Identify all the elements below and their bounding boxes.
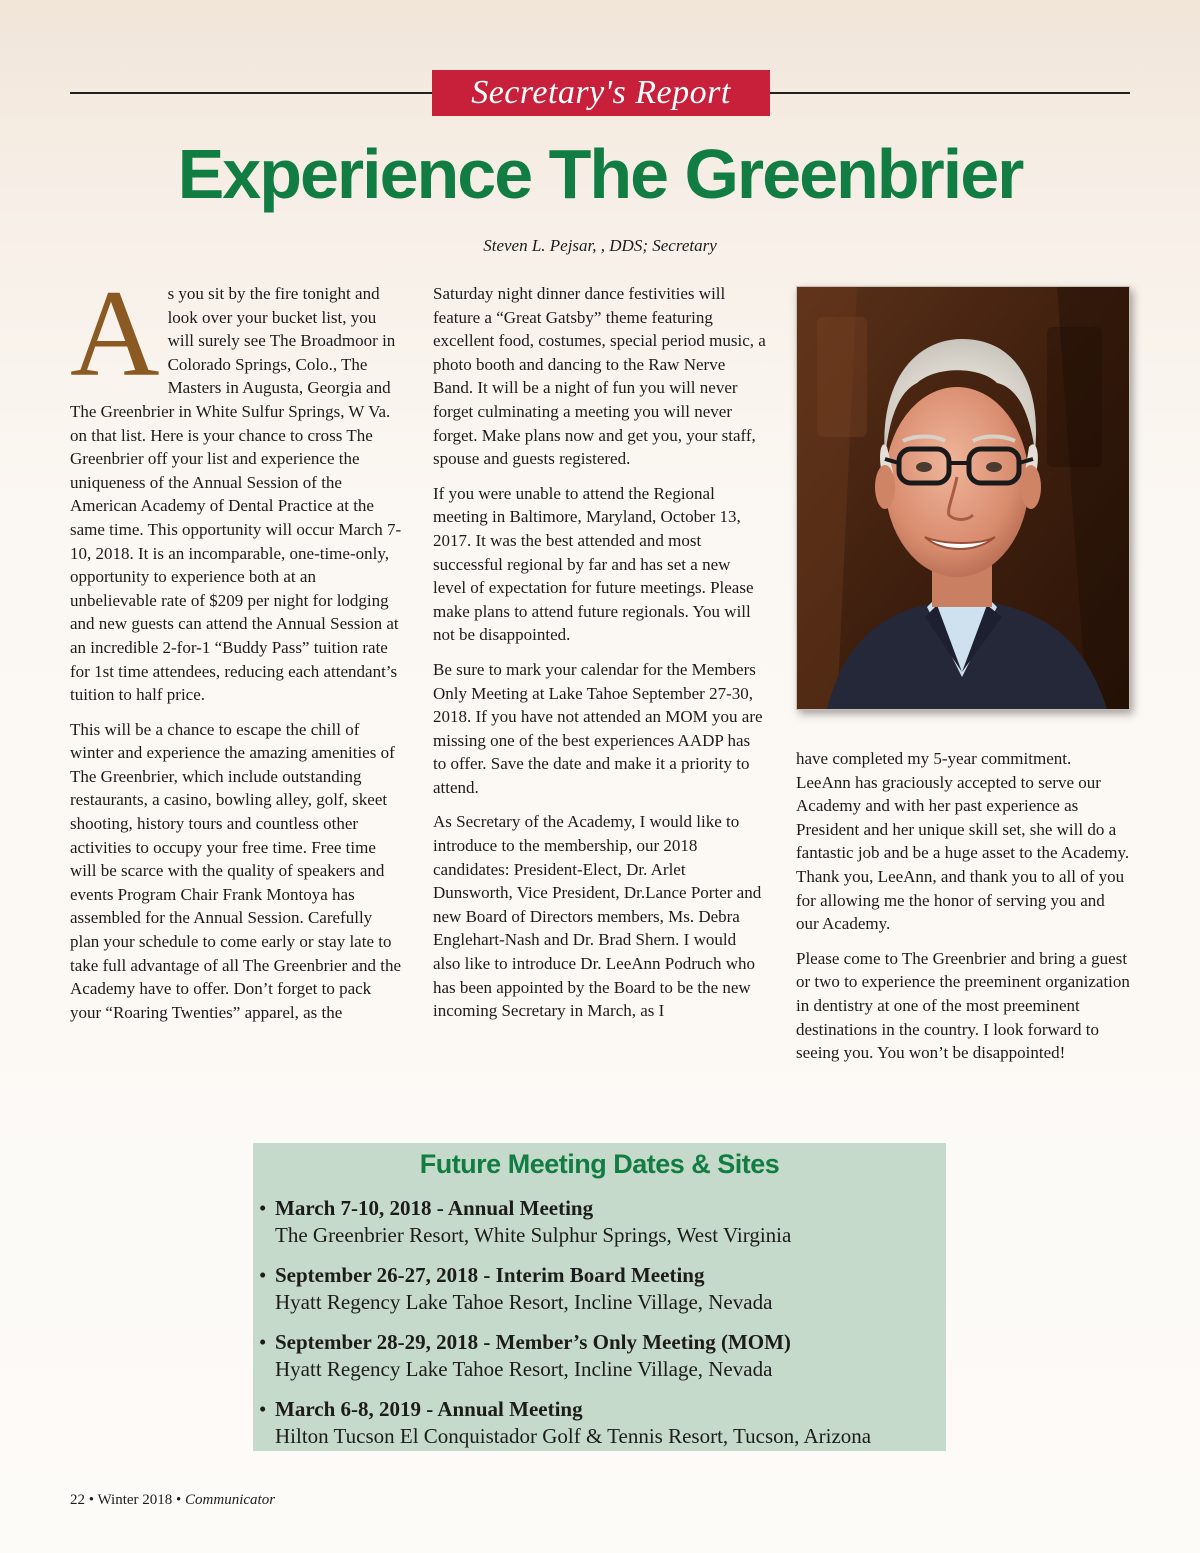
section-banner: Secretary's Report	[432, 70, 770, 116]
meeting-venue: Hyatt Regency Lake Tahoe Resort, Incline Village, Nevada	[275, 1290, 773, 1314]
bullet-icon: •	[259, 1196, 267, 1220]
meeting-venue: Hyatt Regency Lake Tahoe Resort, Incline Village, Nevada	[275, 1357, 773, 1381]
future-meetings-list	[259, 1195, 939, 1463]
footer-page-info: 22 • Winter 2018 •	[70, 1492, 186, 1508]
byline: Steven L. Pejsar, , DDS; Secretary	[483, 236, 717, 255]
paragraph: Please come to The Greenbrier and bring a guest or two to experience the preeminent organization in dentistry at one of the most preeminent destinations in the country. I look forward to seeing you. You won’t be disappointed!	[796, 948, 1130, 1063]
bullet-icon: •	[259, 1397, 267, 1421]
paragraph: Saturday night dinner dance festivities will feature a “Great Gatsby” theme featuring excellent food, costumes, special period music, a photo booth and dancing to the Raw Nerve Band. It will be a night of fun you will never forget culminating a meeting you will never forget. Make plans now and get you, your staff, spouse and guests registered.	[433, 284, 766, 469]
paragraph: This will be a chance to escape the chill of winter and experience the amazing amenities of The Greenbrier, which include outstanding restaurants, a casino, bowling alley, golf, skeet shooting, history tours and countless other activities to occupy your free time. Free time will be scarce with the quality of speakers and events Program Chair Frank Montoya has assembled for the Annual Session. Carefully plan your schedule to come early or stay late to take full advantage of all The Greenbrier and the Academy have to offer. Don’t forget to pack your “Roaring Twenties” apparel, as the	[70, 719, 402, 1022]
bullet-icon: •	[259, 1263, 267, 1287]
article-column-1	[70, 265, 402, 1035]
list-item	[259, 1396, 939, 1450]
drop-cap: A	[70, 265, 160, 402]
page-footer	[70, 1492, 275, 1509]
future-meetings-title: Future Meeting Dates & Sites	[419, 1149, 780, 1179]
list-item	[259, 1195, 939, 1249]
future-meetings-box	[253, 1143, 946, 1451]
footer-publication: Communicator	[185, 1492, 276, 1508]
paragraph: As Secretary of the Academy, I would like to introduce to the membership, our 2018 candidates: President-Elect, Dr. Arlet Dunsworth, Vice President, Dr.Lance Porter and new Board of Directors members, Ms. Debra Englehart-Nash and Dr. Brad Shern. I would also like to introduce Dr. LeeAnn Podruch who has been appointed by the Board to be the new incoming Secretary in March, as I	[433, 812, 762, 1021]
header-rule-right	[770, 92, 1130, 94]
paragraph: Be sure to mark your calendar for the Members Only Meeting at Lake Tahoe September 27-30, 2018. If you have not attended an MOM you are missing one of the best experiences AADP has to offer. Save the date and make it a priority to attend.	[433, 659, 763, 797]
meeting-date: September 28-29, 2018 - Member’s Only Meeting (MOM)	[275, 1330, 791, 1354]
meeting-venue: The Greenbrier Resort, White Sulphur Springs, West Virginia	[275, 1223, 792, 1247]
header-rule-left	[70, 92, 432, 94]
page-title: Experience The Greenbrier	[177, 135, 1023, 213]
paragraph: As you sit by the fire tonight and look over your bucket list, you will surely see The Broadmoor in Colorado Springs, Colo., The Masters in Augusta, Georgia and The Greenbrier in White Sulfur Springs, W Va. on that list. Here is your chance to cross The Greenbrier off your list and experience the uniqueness of the Annual Session of the American Academy of Dental Practice at the same time. This opportunity will occur March 7-10, 2018. It is an incomparable, one-time-only, opportunity to experience both at an unbelievable rate of $209 per night for lodging and new guests can attend the Annual Session at an incredible 2-for-1 “Buddy Pass” tuition rate for 1st time attendees, reducing each attendant’s tuition to half price.	[70, 265, 402, 705]
list-item	[259, 1262, 939, 1316]
article-column-2	[433, 282, 767, 1034]
meeting-date: March 6-8, 2019 - Annual Meeting	[275, 1397, 583, 1421]
paragraph: If you were unable to attend the Regional meeting in Baltimore, Maryland, October 13, 2017. It was the best attended and most successful regional by far and has set a new level of expectation for future meetings. Please make plans to attend future regionals. You will not be disappointed.	[433, 483, 754, 645]
list-item	[259, 1329, 939, 1383]
meeting-date: March 7-10, 2018 - Annual Meeting	[275, 1196, 594, 1220]
paragraph: have completed my 5-year commitment. LeeAnn has graciously accepted to serve our Academy and with her past experience as President and her unique skill set, she will do a fantastic job and be a huge asset to the Academy. Thank you, LeeAnn, and thank you to all of you for allowing me the honor of serving you and our Academy.	[796, 749, 1130, 934]
article-column-3	[796, 747, 1130, 1076]
meeting-venue: Hilton Tucson El Conquistador Golf & Tennis Resort, Tucson, Arizona	[275, 1424, 872, 1448]
bullet-icon: •	[259, 1330, 267, 1354]
meeting-date: September 26-27, 2018 - Interim Board Meeting	[275, 1263, 705, 1287]
author-photo	[796, 286, 1130, 710]
